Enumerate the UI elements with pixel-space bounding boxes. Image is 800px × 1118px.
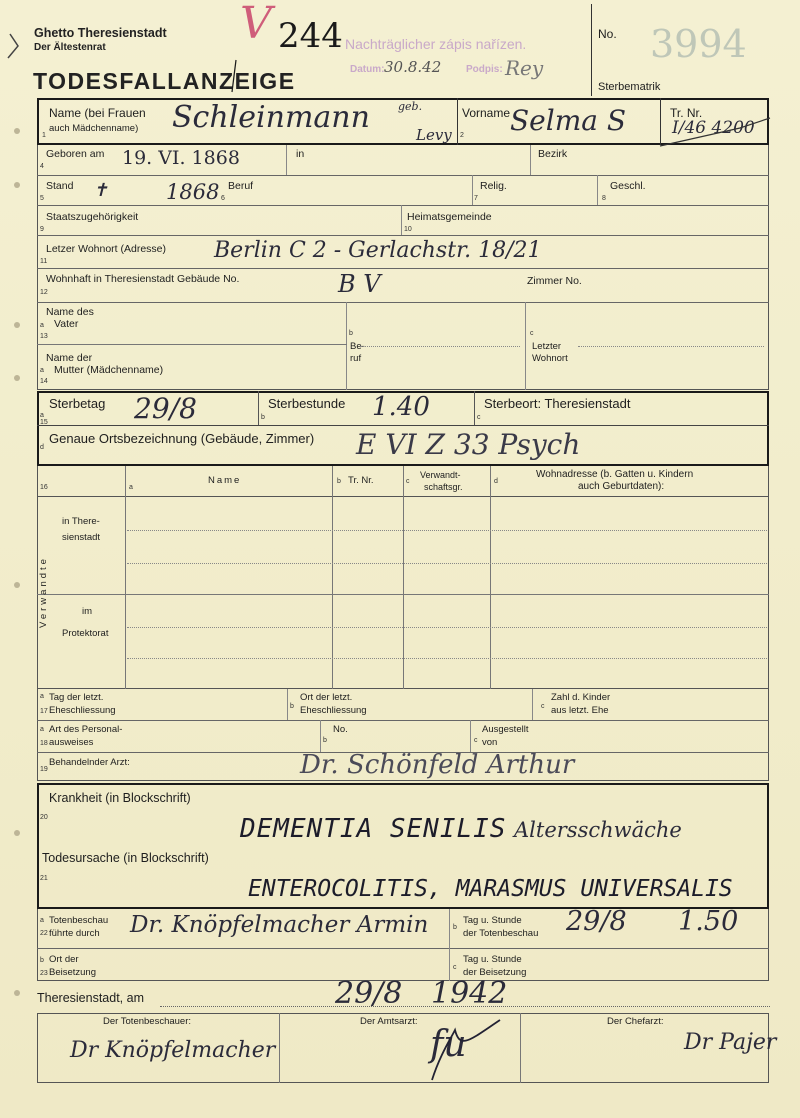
field-letter: a <box>40 322 44 329</box>
field-letter: a <box>40 693 44 700</box>
sterbematrik-number: 3994 <box>650 22 747 66</box>
heimatsgemeinde-label: Heimatsgemeinde <box>407 211 492 223</box>
field-number: 9 <box>40 226 44 233</box>
field-letter: b <box>323 737 327 744</box>
stamp-datum-value: 30.8.42 <box>384 58 442 76</box>
stand-value: ✝ <box>93 180 109 201</box>
totenbeschau-label: Totenbeschau <box>49 915 109 926</box>
field-number: 16 <box>40 484 48 491</box>
tag-eheschliessung-label: Tag der letzt. <box>49 692 104 703</box>
name-label: Name (bei Frauen <box>49 106 146 120</box>
stamp-datum-label: Datum: <box>350 64 385 75</box>
field-letter: a <box>40 917 44 924</box>
personalausweis-label: Art des Personal- <box>49 724 123 735</box>
field-number: 15 <box>40 419 48 426</box>
form-title: TODESFALLANZEIGE <box>33 68 296 94</box>
field-letter: c <box>530 330 534 337</box>
field-number: 4 <box>40 163 44 170</box>
relatives-trnr-header: Tr. Nr. <box>348 475 374 486</box>
staatszugehoerigkeit-label: Staatszugehörigkeit <box>46 211 139 223</box>
field-letter: b <box>261 414 265 421</box>
field-number: 6 <box>221 195 225 202</box>
totenbeschau-label-2: führte durch <box>49 928 100 939</box>
in-label: in <box>296 148 305 160</box>
chefarzt-signature: Dr Pajer <box>684 1030 777 1055</box>
field-number: 18 <box>40 740 48 747</box>
relatives-address-header: Wohnadresse (b. Gatten u. Kindern <box>536 469 694 480</box>
letzter-wohnort-parent-label: Letzter <box>532 341 562 352</box>
vorname-label: Vorname <box>462 106 511 120</box>
place-date-label: Theresienstadt, am <box>37 991 144 1005</box>
in-theresienstadt-label-2: sienstadt <box>62 532 101 543</box>
sterbestunde-value: 1.40 <box>372 392 430 422</box>
relatives-verwandt-header: Verwandt- <box>420 470 461 480</box>
beruf-parent-label-2: ruf <box>350 353 362 364</box>
field-letter: b <box>40 957 44 964</box>
ausgestellt-label: Ausgestellt <box>482 724 529 735</box>
stamp-text: Nachträglicher zápis nařízen. <box>345 36 527 52</box>
todesursache-value: ENTEROCOLITIS, MARASMUS UNIVERSALIS <box>248 876 733 902</box>
stand-year-value: 1868 <box>166 180 220 204</box>
tag-totenbeschau-label: Tag u. Stunde <box>463 915 522 926</box>
red-check-mark: V <box>240 0 272 49</box>
field-number: 11 <box>40 258 48 265</box>
protektorat-label: Protektorat <box>62 628 109 639</box>
field-letter: b <box>290 703 294 710</box>
amtsarzt-stroke <box>432 1020 500 1080</box>
field-number: 8 <box>602 195 606 202</box>
place-date-value: 29/8 1942 <box>335 976 508 1011</box>
field-number: 19 <box>40 766 48 773</box>
vorname-value: Selma S <box>510 104 627 137</box>
bezirk-label: Bezirk <box>538 148 568 160</box>
no-label: No. <box>598 27 617 41</box>
wohnhaft-value: B V <box>338 270 381 298</box>
field-letter: a <box>129 484 133 491</box>
stamp-podpis-label: Podpis: <box>466 64 503 75</box>
field-letter: d <box>40 444 44 451</box>
chefarzt-label: Der Chefarzt: <box>607 1016 664 1027</box>
field-letter: a <box>40 412 44 419</box>
zimmer-label: Zimmer No. <box>527 275 582 287</box>
field-number: 5 <box>40 195 44 202</box>
field-letter: c <box>453 964 457 971</box>
margin-mark <box>8 34 18 58</box>
field-number: 21 <box>40 875 48 882</box>
vater-label-2: Vater <box>54 318 79 330</box>
tr-number-stroke <box>660 118 770 146</box>
stand-label: Stand <box>46 180 74 192</box>
sterbematrik-label: Sterbematrik <box>598 81 661 93</box>
geschl-label: Geschl. <box>610 180 646 192</box>
field-letter: c <box>477 414 481 421</box>
relatives-name-header: Name <box>208 475 242 486</box>
amtsarzt-label: Der Amtsarzt: <box>360 1016 418 1027</box>
tag-totenbeschau-value: 29/8 1.50 <box>566 906 739 937</box>
surname-value: Schleinmann <box>172 100 370 135</box>
title-pen-stroke <box>232 60 236 92</box>
ort-beisetzung-label-2: Beisetzung <box>49 967 97 978</box>
zahl-kinder-label-2: aus letzt. Ehe <box>551 705 609 716</box>
beruf-label: Beruf <box>228 180 254 192</box>
mutter-label-2: Mutter (Mädchenname) <box>54 364 164 376</box>
geboren-label: Geboren am <box>46 148 105 160</box>
field-number: 17 <box>40 708 48 715</box>
name-label-2: auch Mädchenname) <box>49 123 139 134</box>
field-number: 20 <box>40 814 48 821</box>
ort-eheschliessung-label-2: Eheschliessung <box>300 705 367 716</box>
org-council: Der Ältestenrat <box>34 42 106 53</box>
sterbetag-value: 29/8 <box>134 392 197 425</box>
ort-eheschliessung-label: Ort der letzt. <box>300 692 353 703</box>
field-letter: c <box>406 478 410 485</box>
tag-beisetzung-label: Tag u. Stunde <box>463 954 522 965</box>
ort-beisetzung-label: Ort der <box>49 954 79 965</box>
ortsbezeichnung-value: E VI Z 33 Psych <box>356 428 581 461</box>
field-letter: b <box>453 924 457 931</box>
beruf-parent-label: Be- <box>350 341 365 352</box>
im-label: im <box>82 606 93 617</box>
totenbeschauer-signature: Dr Knöpfelmacher <box>70 1038 276 1063</box>
field-number: 23 <box>40 970 48 977</box>
wohnhaft-label: Wohnhaft in Theresienstadt Gebäude No. <box>46 273 240 285</box>
relig-label: Relig. <box>480 180 507 192</box>
verwandte-vertical-label: Verwandte <box>38 556 49 628</box>
tag-eheschliessung-label-2: Eheschliessung <box>49 705 116 716</box>
field-number: 10 <box>404 226 412 233</box>
relatives-address-header-2: auch Geburtdaten): <box>578 481 665 492</box>
field-letter: a <box>40 726 44 733</box>
field-letter: b <box>337 478 341 485</box>
relatives-verwandt-header-2: schaftsgr. <box>424 482 463 492</box>
amtsarzt-signature: fu <box>430 1024 467 1065</box>
sterbetag-label: Sterbetag <box>49 396 106 411</box>
vater-label: Name des <box>46 306 94 318</box>
field-number: 14 <box>40 378 48 385</box>
letzter-wohnort-label: Letzer Wohnort (Adresse) <box>46 243 167 255</box>
field-number: 22 <box>40 930 48 937</box>
ortsbezeichnung-label: Genaue Ortsbezeichnung (Gebäude, Zimmer) <box>49 431 315 446</box>
ausgestellt-label-2: von <box>482 737 498 748</box>
geb-label: geb. <box>398 100 423 113</box>
field-number: 1 <box>42 132 46 139</box>
ausweis-no-label: No. <box>333 724 348 735</box>
field-letter: a <box>40 367 44 374</box>
tag-beisetzung-label-2: der Beisetzung <box>463 967 527 978</box>
in-theresienstadt-label: in There- <box>62 516 100 527</box>
field-letter: b <box>349 330 353 337</box>
behandelnder-arzt-label: Behandelnder Arzt: <box>49 757 130 768</box>
krankheit-label: Krankheit (in Blockschrift) <box>49 791 191 805</box>
maiden-name-value: Levy <box>416 126 452 144</box>
sterbeort-label: Sterbeort: Theresienstadt <box>484 396 631 411</box>
zahl-kinder-label: Zahl d. Kinder <box>551 692 611 703</box>
field-letter: d <box>494 478 498 485</box>
birth-date-value: 19. VI. 1868 <box>122 147 240 169</box>
field-number: 13 <box>40 333 48 340</box>
field-letter: c <box>474 737 478 744</box>
behandelnder-arzt-value: Dr. Schönfeld Arthur <box>300 750 575 780</box>
todesursache-label: Todesursache (in Blockschrift) <box>42 851 209 865</box>
stamp-podpis-signature: Rey <box>505 56 544 80</box>
field-number: 12 <box>40 289 48 296</box>
trnr-value: I/46 4200 <box>672 118 755 138</box>
krankheit-value-german: Altersschwäche <box>514 818 682 842</box>
trnr-label: Tr. Nr. <box>670 106 703 120</box>
field-number: 2 <box>460 132 464 139</box>
letzter-wohnort-value: Berlin C 2 - Gerlachstr. 18/21 <box>214 238 542 263</box>
org-name: Ghetto Theresienstadt <box>34 26 167 40</box>
handwritten-number: 244 <box>278 16 343 56</box>
mutter-label: Name der <box>46 352 93 364</box>
totenbeschauer-label: Der Totenbeschauer: <box>103 1016 192 1027</box>
letzter-wohnort-parent-label-2: Wohnort <box>532 353 568 364</box>
field-number: 7 <box>474 195 478 202</box>
personalausweis-label-2: ausweises <box>49 737 94 748</box>
field-letter: c <box>541 703 545 710</box>
krankheit-value: DEMENTIA SENILIS <box>240 814 507 844</box>
tag-totenbeschau-label-2: der Totenbeschau <box>463 928 539 939</box>
sterbestunde-label: Sterbestunde <box>268 396 346 411</box>
totenbeschau-value: Dr. Knöpfelmacher Armin <box>130 912 429 938</box>
